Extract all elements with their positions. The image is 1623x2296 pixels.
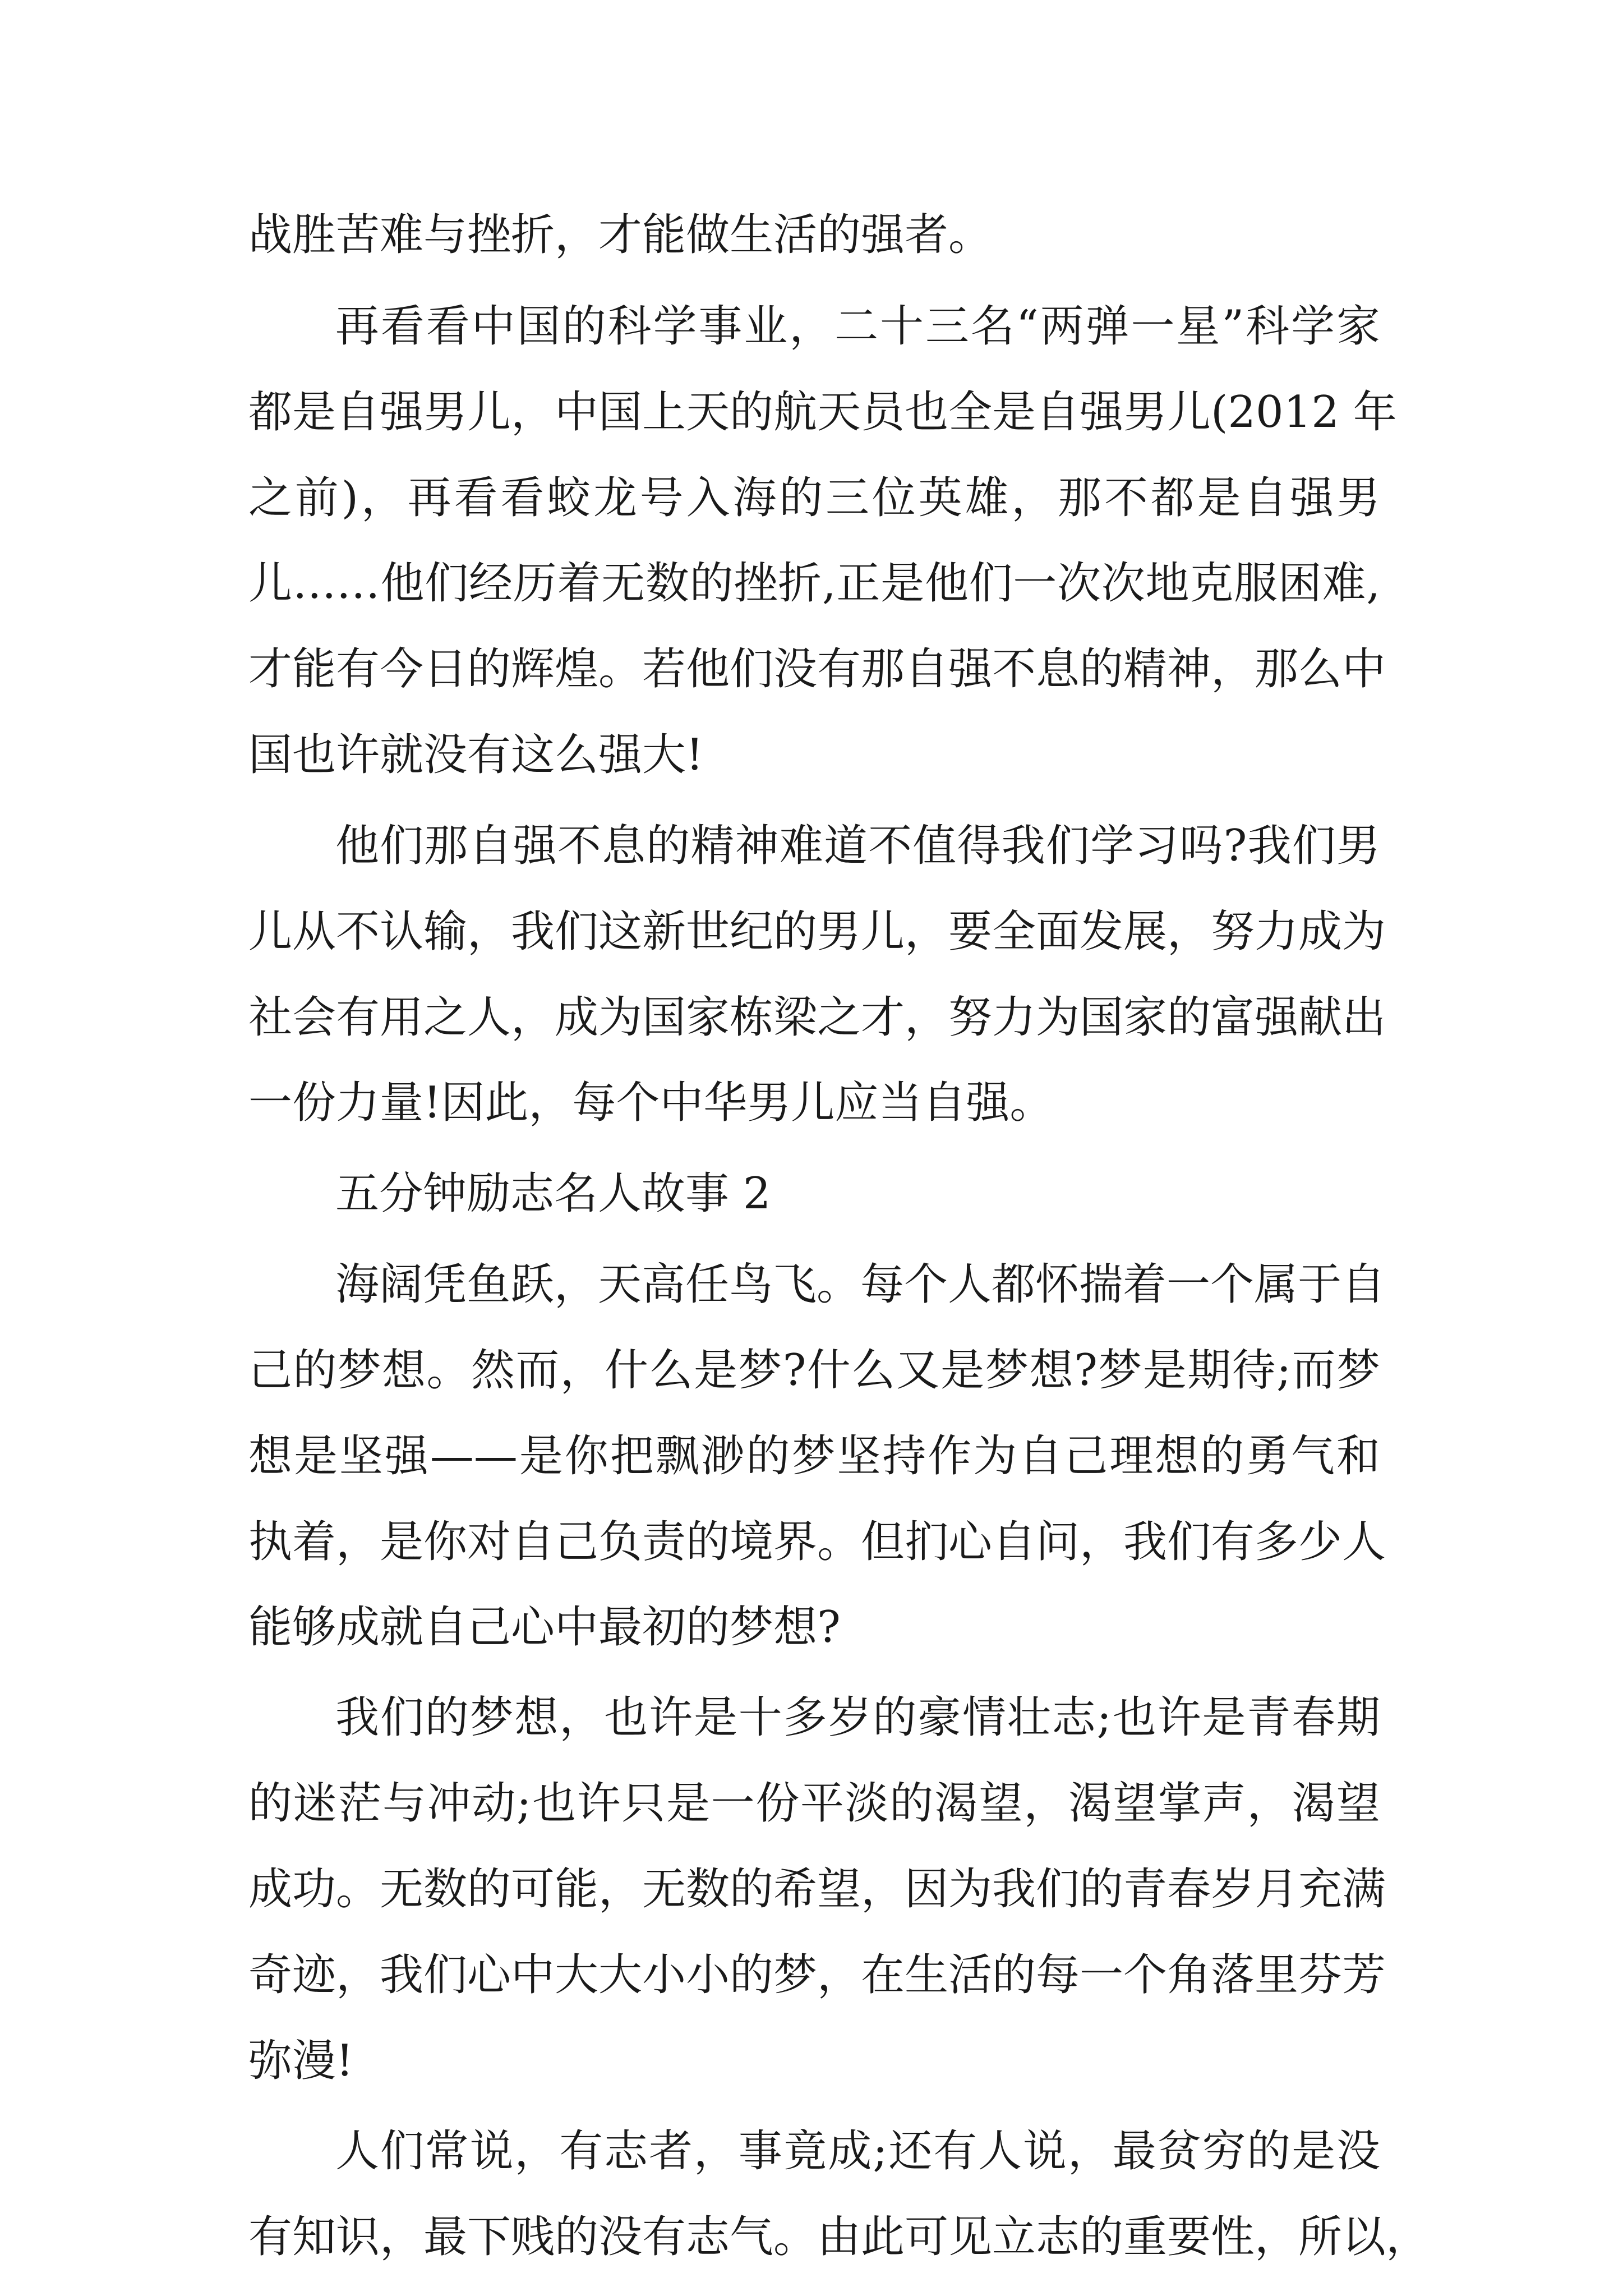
text-line: 社会有用之人，成为国家栋梁之才，努力为国家的富强献出 <box>248 992 1386 1043</box>
text-line: 有知识，最下贱的没有志气。由此可见立志的重要性，所以， <box>248 2212 1430 2262</box>
text-line: 想是坚强——是你把飘渺的梦坚持作为自己理想的勇气和 <box>248 1431 1380 1481</box>
text-line: 弥漫! <box>248 2036 354 2086</box>
text-line: 成功。无数的可能，无数的希望，因为我们的青春岁月充满 <box>248 1864 1386 1915</box>
text-line: 奇迹，我们心中大大小小的梦，在生活的每一个角落里芬芳 <box>248 1950 1386 2000</box>
paragraph-first-line: 我们的梦想，也许是十多岁的豪情壮志;也许是青春期 <box>335 1692 1380 1743</box>
text-line: 儿从不认输，我们这新世纪的男儿，要全面发展，努力成为 <box>248 907 1386 957</box>
text-line: 能够成就自己心中最初的梦想? <box>248 1602 841 1653</box>
text-line: 之前)，再看看蛟龙号入海的三位英雄，那不都是自强男 <box>248 473 1380 523</box>
paragraph-first-line: 人们常说，有志者，事竟成;还有人说，最贫穷的是没 <box>335 2126 1380 2177</box>
text-line: 才能有今日的辉煌。若他们没有那自强不息的精神，那么中 <box>248 644 1386 694</box>
paragraph-first-line: 他们那自强不息的精神难道不值得我们学习吗?我们男 <box>335 821 1380 871</box>
text-line: 的迷茫与冲动;也许只是一份平淡的渴望，渴望掌声，渴望 <box>248 1778 1380 1829</box>
section-heading: 五分钟励志名人故事 2 <box>335 1168 771 1219</box>
paragraph-first-line: 海阔凭鱼跃，天高任鸟飞。每个人都怀揣着一个属于自 <box>335 1259 1386 1310</box>
text-line: 执着，是你对自己负责的境界。但扪心自问，我们有多少人 <box>248 1517 1386 1567</box>
paragraph-first-line: 再看看中国的科学事业，二十三名“两弹一星”科学家 <box>335 301 1380 352</box>
text-line: 己的梦想。然而，什么是梦?什么又是梦想?梦是期待;而梦 <box>248 1345 1380 1396</box>
text-line: 都是自强男儿，中国上天的航天员也全是自强男儿(2012 年 <box>248 387 1397 438</box>
text-line: 儿……他们经历着无数的挫折,正是他们一次次地克服困难, <box>248 558 1380 609</box>
text-line: 战胜苦难与挫折，才能做生活的强者。 <box>248 210 993 260</box>
text-line: 一份力量!因此，每个中华男儿应当自强。 <box>248 1078 1054 1128</box>
text-line: 国也许就没有这么强大! <box>248 730 704 780</box>
